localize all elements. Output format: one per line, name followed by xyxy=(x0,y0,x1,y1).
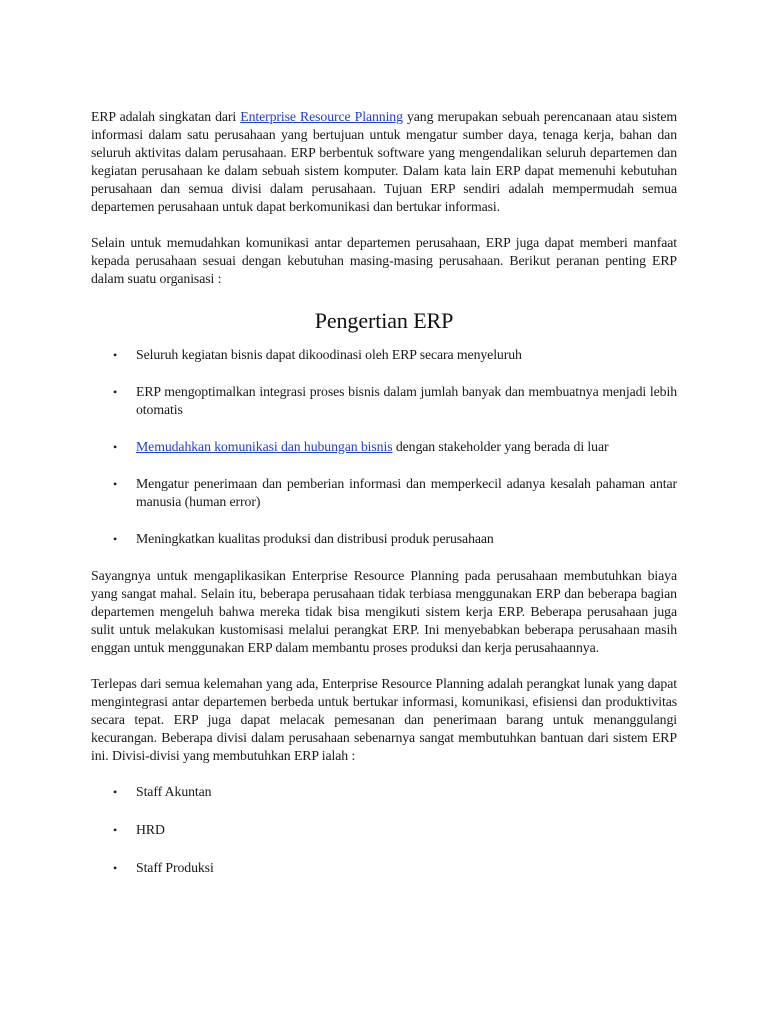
list-item xyxy=(91,859,677,877)
list-item xyxy=(91,383,677,419)
business-communication-link[interactable]: Memudahkan komunikasi dan hubungan bisnis xyxy=(136,439,393,454)
intro-text-after-link: yang merupakan sebuah perencanaan atau sistem informasi dalam satu perusahaan yang bertujuan untuk mengatur sumber daya, tenaga kerja, bahan dan seluruh aktivitas dalam perusahaan. ERP berbentuk software yang mengendalikan seluruh departemen dan kegiatan perusahaan ke dalam sebuah sistem komputer. Dalam kata lain ERP dapat memenuhi kebutuhan perusahaan dan semua divisi dalam perusahaan. Tujuan ERP sendiri adalah mempermudah semua departemen perusahaan untuk dapat berkomunikasi dan bertukar informasi. xyxy=(91,109,677,214)
document-body xyxy=(91,108,677,897)
divisions-intro-paragraph: Terlepas dari semua kelemahan yang ada, Enterprise Resource Planning adalah perangkat lunak yang dapat mengintegrasi antar departemen berbeda untuk bertukar informasi, komunikasi, efisiensi dan produktivitas secara tepat. ERP juga dapat melacak pemesanan dan penerimaan barang untuk menanggulangi kecurangan. Beberapa divisi dalam perusahaan sebenarnya sangat membutuhkan bantuan dari sistem ERP ini. Divisi-divisi yang membutuhkan ERP ialah : xyxy=(91,676,677,763)
intro-paragraph xyxy=(91,108,677,216)
list-item-text: Mengatur penerimaan dan pemberian informasi dan memperkecil adanya kesalah pahaman antar manusia (human error) xyxy=(136,476,677,509)
list-item-text: ERP mengoptimalkan integrasi proses bisnis dalam jumlah banyak dan membuatnya menjadi lebih otomatis xyxy=(136,384,677,417)
bullet-icon: • xyxy=(113,440,118,454)
list-item-text: Meningkatkan kualitas produksi dan distribusi produk perusahaan xyxy=(136,531,494,546)
list-item-text: Staff Produksi xyxy=(136,860,214,875)
list-item xyxy=(91,475,677,511)
bullet-icon: • xyxy=(113,823,118,837)
enterprise-resource-planning-link[interactable]: Enterprise Resource Planning xyxy=(240,109,403,124)
bullet-icon: • xyxy=(113,532,118,546)
list-item xyxy=(91,821,677,839)
bullet-icon: • xyxy=(113,861,118,875)
list-item xyxy=(91,346,677,364)
list-item-text: Staff Akuntan xyxy=(136,784,212,799)
list-item xyxy=(91,783,677,801)
divisions-list xyxy=(91,783,677,877)
intro-text-before-link: ERP adalah singkatan dari xyxy=(91,109,241,124)
drawbacks-paragraph: Sayangnya untuk mengaplikasikan Enterprise Resource Planning pada perusahaan membutuhkan biaya yang sangat mahal. Selain itu, beberapa perusahaan tidak terbiasa menggunakan ERP dan beberapa bagian departemen mengeluh bahwa mereka tidak bisa mengikuti sistem kerja ERP. Beberapa perusahaan juga sulit untuk melakukan kustomisasi melalui perangkat ERP. Ini menyebabkan beberapa perusahaan masih enggan untuk menggunakan ERP dalam membantu proses produksi dan kerja perusahaannya. xyxy=(91,568,677,655)
list-item-text: dengan stakeholder yang berada di luar xyxy=(392,439,609,454)
list-item xyxy=(91,438,677,456)
list-item-text: Seluruh kegiatan bisnis dapat dikoodinasi oleh ERP secara menyeluruh xyxy=(136,347,522,362)
benefits-list xyxy=(91,346,677,548)
bullet-icon: • xyxy=(113,477,118,491)
bullet-icon: • xyxy=(113,785,118,799)
bullet-icon: • xyxy=(113,348,118,362)
list-item-text: HRD xyxy=(136,822,165,837)
list-item xyxy=(91,530,677,548)
bullet-icon: • xyxy=(113,385,118,399)
section-heading: Pengertian ERP xyxy=(314,308,454,333)
benefits-intro-paragraph: Selain untuk memudahkan komunikasi antar departemen perusahaan, ERP juga dapat memberi manfaat kepada perusahaan sesuai dengan kebutuhan masing-masing perusahaan. Berikut peranan penting ERP dalam suatu organisasi : xyxy=(91,235,677,286)
